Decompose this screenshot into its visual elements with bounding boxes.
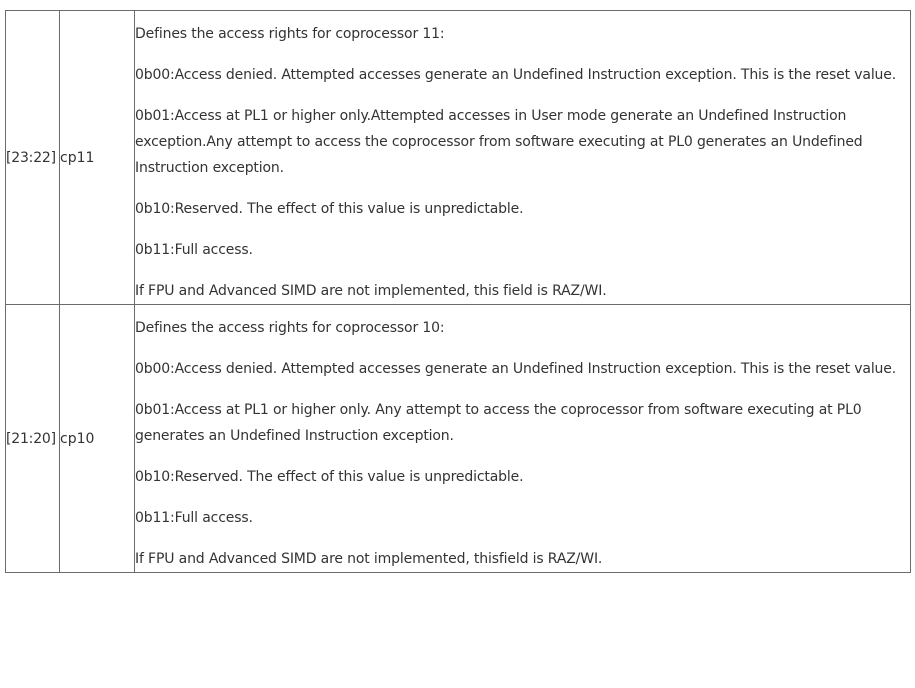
bit-range-cell: [23:22] [6, 11, 60, 305]
bit-range-cell: [21:20] [6, 305, 60, 573]
description-paragraph: 0b10:Reserved. The effect of this value is unpredictable. [135, 469, 524, 485]
description-paragraph: 0b00:Access denied. Attempted accesses generate an Undefined Instruction exception. This is the reset value. [135, 361, 897, 377]
table-row [6, 11, 911, 305]
table-row [6, 305, 911, 573]
description-paragraph: If FPU and Advanced SIMD are not implemented, thisfield is RAZ/WI. [135, 551, 603, 567]
register-field-table [5, 10, 911, 573]
description-paragraph: 0b11:Full access. [135, 242, 253, 258]
description-cell [135, 305, 911, 573]
description-paragraph: 0b11:Full access. [135, 510, 253, 526]
description-paragraph: Defines the access rights for coprocessor 11: [135, 26, 445, 42]
description-paragraph: 0b10:Reserved. The effect of this value is unpredictable. [135, 201, 524, 217]
description-paragraph: Defines the access rights for coprocessor 10: [135, 320, 445, 336]
description-paragraph: 0b00:Access denied. Attempted accesses generate an Undefined Instruction exception. This is the reset value. [135, 67, 897, 83]
field-name-cell: cp11 [60, 11, 135, 305]
field-name-cell: cp10 [60, 305, 135, 573]
description-paragraph: If FPU and Advanced SIMD are not implemented, this field is RAZ/WI. [135, 283, 607, 299]
description-paragraph: 0b01:Access at PL1 or higher only.Attempted accesses in User mode generate an Undefined Instruction exception.Any attempt to access the coprocessor from software executing at PL0 generates an Undefined Instruction exception. [135, 108, 863, 176]
description-cell [135, 11, 911, 305]
description-paragraph: 0b01:Access at PL1 or higher only. Any attempt to access the coprocessor from software executing at PL0 generates an Undefined Instruction exception. [135, 402, 862, 444]
